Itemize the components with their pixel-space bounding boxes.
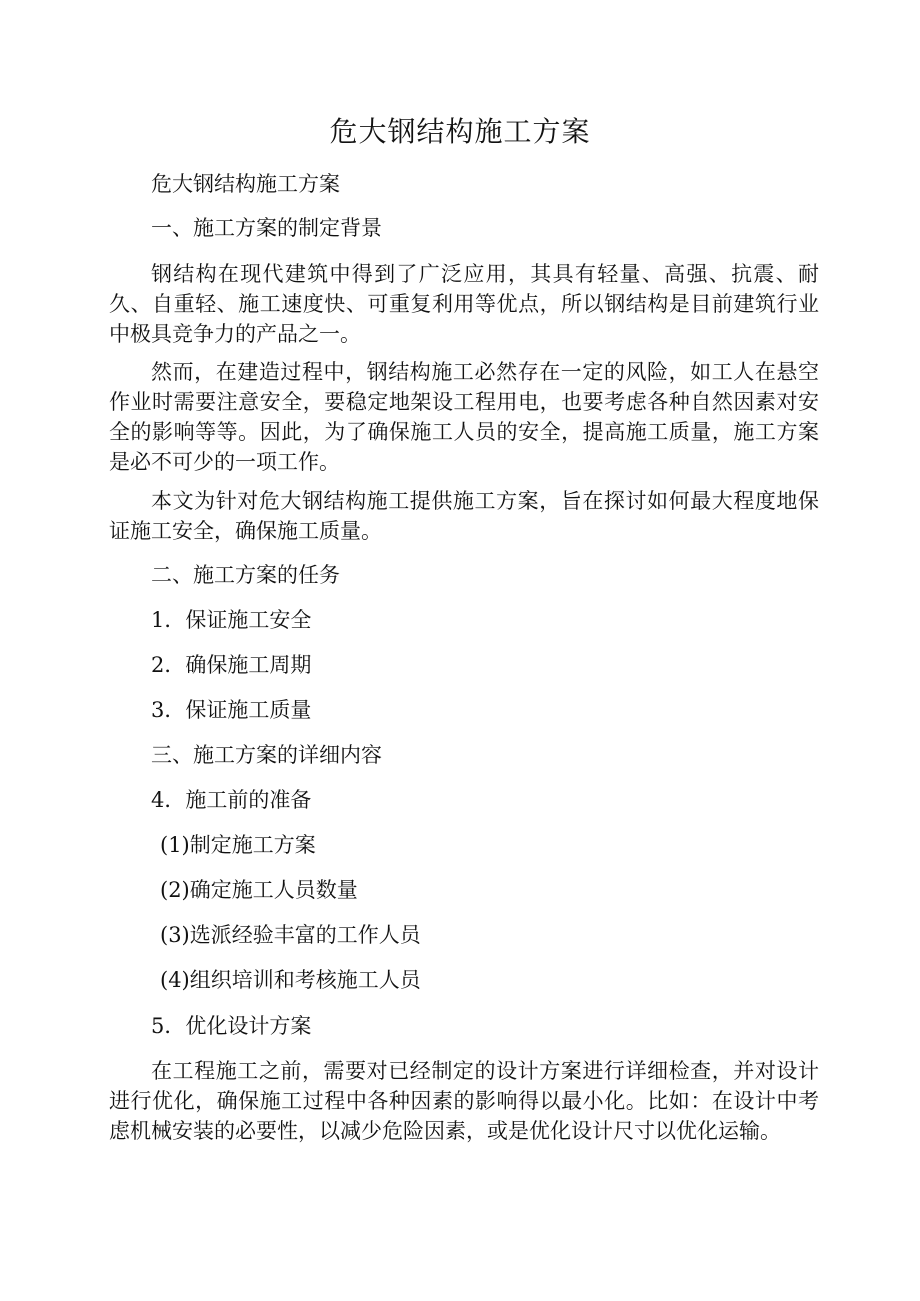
repeat-title: 危大钢结构施工方案 <box>151 172 340 196</box>
task-item-1: 1．保证施工安全 <box>151 608 312 632</box>
task-item-2: 2．确保施工周期 <box>151 653 312 677</box>
section3-heading: 三、施工方案的详细内容 <box>151 743 382 767</box>
paragraph-background-1: 钢结构在现代建筑中得到了广泛应用，其具有轻量、高强、抗震、耐久、自重轻、施工速度快、可重复利用等优点，所以钢结构是目前建筑行业中极具竞争力的产品之一。 <box>109 262 819 346</box>
sub-item-3: (3)选派经验丰富的工作人员 <box>160 923 421 947</box>
sub-item-2: (2)确定施工人员数量 <box>160 878 358 902</box>
document-title: 危大钢结构施工方案 <box>329 115 591 148</box>
task-item-3: 3．保证施工质量 <box>151 698 312 722</box>
item-4: 4．施工前的准备 <box>151 788 312 812</box>
paragraph-background-2: 然而，在建造过程中，钢结构施工必然存在一定的风险，如工人在悬空作业时需要注意安全，要稳定地架设工程用电，也要考虑各种自然因素对安全的影响等等。因此，为了确保施工人员的安全，提高施工质量，施工方案是必不可少的一项工作。 <box>109 360 819 474</box>
section2-heading: 二、施工方案的任务 <box>151 563 340 587</box>
sub-item-1: (1)制定施工方案 <box>160 833 316 857</box>
paragraph-design-optimization: 在工程施工之前，需要对已经制定的设计方案进行详细检查，并对设计进行优化，确保施工过程中各种因素的影响得以最小化。比如：在设计中考虑机械安装的必要性，以减少危险因素，或是优化设计尺寸以优化运输。 <box>109 1059 819 1143</box>
item-5: 5．优化设计方案 <box>151 1014 312 1038</box>
sub-item-4: (4)组织培训和考核施工人员 <box>160 968 421 992</box>
section1-heading: 一、施工方案的制定背景 <box>151 216 382 240</box>
paragraph-background-3: 本文为针对危大钢结构施工提供施工方案，旨在探讨如何最大程度地保证施工安全，确保施工质量。 <box>109 489 819 543</box>
